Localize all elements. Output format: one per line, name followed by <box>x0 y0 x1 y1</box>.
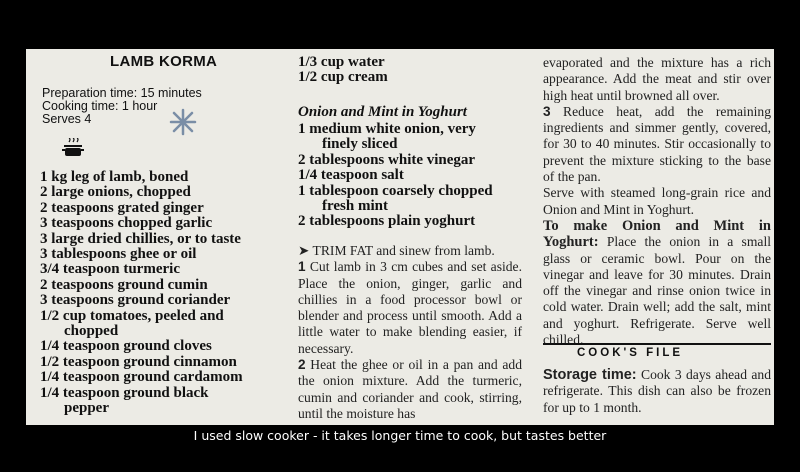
list-item: 3/4 teaspoon turmeric <box>40 261 180 278</box>
step-text: Reduce heat, add the remaining ingredients and simmer gently, covered, for 30 to 40 minutes. Stir occasionally to prevent the mixture sticking to the base of the pan. <box>543 103 771 185</box>
list-item: fresh mint <box>322 198 388 215</box>
list-item: 1/2 cup tomatoes, peeled and <box>40 307 224 324</box>
serves: Serves 4 <box>42 112 92 126</box>
list-item: 1 kg leg of lamb, boned <box>40 169 189 185</box>
list-item: 1/3 cup water <box>298 54 385 70</box>
storage-label: Storage time: <box>543 367 637 383</box>
recipe-page <box>26 49 774 425</box>
list-item: pepper <box>64 400 109 417</box>
method-text-continued <box>543 55 771 348</box>
step-number: 1 <box>298 259 306 275</box>
subrecipe-title: Onion and Mint in Yoghurt <box>298 104 467 120</box>
prep-time: Preparation time: 15 minutes <box>42 86 202 100</box>
photo-caption: I used slow cooker - it takes longer time to cook, but tastes better <box>193 428 607 443</box>
list-item: 1/4 teaspoon ground cloves <box>40 338 212 355</box>
serving-suggestion: Serve with steamed long-grain rice and Onion and Mint in Yoghurt. <box>543 185 771 217</box>
ingredient-list <box>40 170 243 417</box>
list-item: 1/4 teaspoon salt <box>298 167 404 184</box>
yoghurt-method-text: Place the onion in a small glass or ceramic bowl. Pour on the vinegar and leave for 30 minutes. Drain off the vinegar and rinse onion twice in cold water. Drain well; add the salt, mint and yoghurt. Refrigerate. Serve well chilled. <box>543 234 772 348</box>
list-item: 2 teaspoons grated ginger <box>40 199 204 216</box>
list-item: 1/2 cup cream <box>298 69 388 86</box>
list-item: 2 tablespoons plain yoghurt <box>298 213 476 230</box>
storage-note <box>543 367 771 416</box>
list-item: 3 tablespoons ghee or oil <box>40 246 197 263</box>
starburst-icon <box>168 107 198 137</box>
storage-text: Cook 3 days ahead and refrigerate. This dish can also be frozen for up to 1 month. <box>543 367 771 415</box>
step-text: Cut lamb in 3 cm cubes and set aside. Place the onion, ginger, garlic and chillies in a food processor bowl or blender and process until smooth. Add a little water to make blending easier, if necessary. <box>298 259 522 356</box>
cooking-pot-icon <box>62 138 84 160</box>
list-item: finely sliced <box>322 136 398 153</box>
step-3 <box>543 104 771 185</box>
step-number: 2 <box>298 357 306 373</box>
step-2-continued: evaporated and the mixture has a rich appearance. Add the meat and stir over high heat until browned all over. <box>543 55 771 103</box>
list-item: 1/4 teaspoon ground cardamom <box>40 369 243 386</box>
list-item: 3 large dried chillies, or to taste <box>40 230 241 247</box>
trim-step: ➤ TRIM FAT and sinew from lamb. <box>298 243 495 258</box>
list-item: chopped <box>64 323 119 340</box>
method-text <box>298 243 522 422</box>
list-item: 2 tablespoons white vinegar <box>298 151 476 168</box>
list-item: 1 tablespoon coarsely chopped <box>298 182 493 199</box>
list-item: 1 medium white onion, very <box>298 121 476 137</box>
cook-time: Cooking time: 1 hour <box>42 99 158 113</box>
yoghurt-method <box>543 218 771 348</box>
step-number: 3 <box>543 103 551 119</box>
list-item: 1/4 teaspoon ground black <box>40 384 209 401</box>
step-1 <box>298 259 522 357</box>
cooks-file-heading: COOK'S FILE <box>577 347 684 359</box>
list-item: 2 teaspoons ground cumin <box>40 276 208 293</box>
step-2 <box>298 357 522 422</box>
yoghurt-method-heading: To make Onion and Mint in Yoghurt: <box>543 217 771 251</box>
subrecipe-ingredient-list <box>298 122 493 230</box>
ingredient-list-continued <box>298 55 388 86</box>
list-item: 2 large onions, chopped <box>40 184 191 201</box>
list-item: 1/2 teaspoon ground cinnamon <box>40 353 237 370</box>
list-item: 3 teaspoons ground coriander <box>40 292 231 309</box>
list-item: 3 teaspoons chopped garlic <box>40 215 213 232</box>
recipe-title: LAMB KORMA <box>110 53 218 70</box>
cooks-file-header <box>543 343 771 361</box>
step-text: Heat the ghee or oil in a pan and add the onion mixture. Add the turmeric, cumin and coriander and cook, stirring, until the moisture has <box>298 357 522 421</box>
